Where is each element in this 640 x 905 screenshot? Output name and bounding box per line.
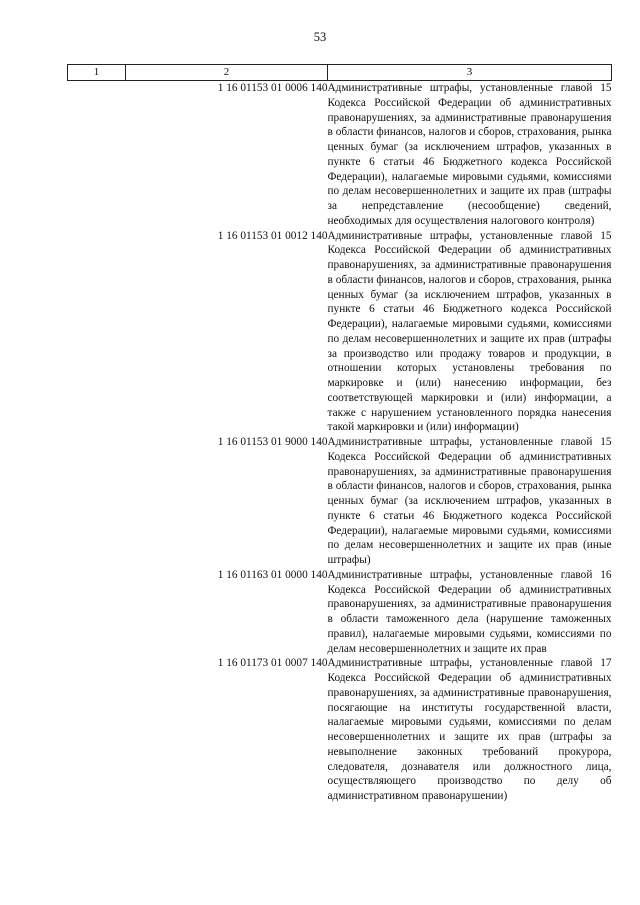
- table-header-row: [68, 65, 612, 81]
- table-row: [68, 81, 612, 229]
- revenue-description: Административные штрафы, установленные главой 15 Кодекса Российской Федерации об административных правонарушениях, за административные правонарушения в области финансов, налогов и сборов, страхования, рынка ценных бумаг (за исключением штрафов, указанных в пункте 6 статьи 46 Бюджетного кодекса Российской Федерации), налагаемые мировыми судьями, комиссиями по делам несовершеннолетних и защите их прав (штрафы за непредставление (несообщение) сведений, необходимых для осуществления налогового контроля): [327, 82, 612, 227]
- row-cell-col1: [68, 568, 126, 657]
- budget-code-table: [67, 64, 612, 804]
- revenue-description: Административные штрафы, установленные главой 15 Кодекса Российской Федерации об административных правонарушениях, за административные правонарушения в области финансов, налогов и сборов, страхования, рынка ценных бумаг (за исключением штрафов, указанных в пункте 6 статьи 46 Бюджетного кодекса Российской Федерации), налагаемые мировыми судьями, комиссиями по делам несовершеннолетних и защите их прав (штрафы за производство или продажу товаров и продукции, в отношении которых установлены требования по маркировке и (или) нанесению информации, без соответствующей маркировки и (или) информации, а также с нарушением установленного порядка нанесения такой маркировки и (или) информации): [327, 229, 612, 434]
- row-cell-col1: [68, 81, 126, 229]
- revenue-description: Административные штрафы, установленные главой 15 Кодекса Российской Федерации об административных правонарушениях, за административные правонарушения в области финансов, налогов и сборов, страхования, рынка ценных бумаг (за исключением штрафов, указанных в пункте 6 статьи 46 Бюджетного кодекса Российской Федерации), налагаемые мировыми судьями, комиссиями по делам несовершеннолетних и защите их прав (иные штрафы): [327, 436, 612, 566]
- column-header-1: 1: [68, 65, 126, 81]
- column-header-2: 2: [126, 65, 328, 81]
- revenue-description: Административные штрафы, установленные главой 17 Кодекса Российской Федерации об административных правонарушениях, за административные правонарушения, посягающие на институты государственной власти, налагаемые мировыми судьями, комиссиями по делам несовершеннолетних и защите их прав (штрафы за невыполнение законных требований прокурора, следователя, дознавателя или должностного лица, осуществляющего производство по делу об административном правонарушении): [327, 657, 612, 802]
- budget-classification-code: 1 16 01163 01 0000 140: [217, 568, 328, 581]
- row-cell-col1: [68, 435, 126, 568]
- row-cell-col1: [68, 656, 126, 804]
- table-row: [68, 435, 612, 568]
- page-number: 53: [313, 30, 327, 44]
- table-row: [68, 568, 612, 657]
- budget-classification-code: 1 16 01173 01 0007 140: [217, 657, 328, 670]
- table-row: [68, 656, 612, 804]
- budget-classification-code: 1 16 01153 01 9000 140: [217, 436, 328, 448]
- column-header-3: 3: [328, 65, 612, 81]
- row-cell-col1: [68, 229, 126, 436]
- table-row: [68, 229, 612, 436]
- revenue-description: Административные штрафы, установленные главой 16 Кодекса Российской Федерации об административных правонарушениях, за административные правонарушения в области таможенного дела (нарушение таможенных правил), налагаемые мировыми судьями, комиссиями по делам несовершеннолетних и защите их прав: [327, 568, 612, 655]
- budget-classification-code: 1 16 01153 01 0006 140: [217, 82, 328, 94]
- budget-classification-code: 1 16 01153 01 0012 140: [217, 229, 328, 242]
